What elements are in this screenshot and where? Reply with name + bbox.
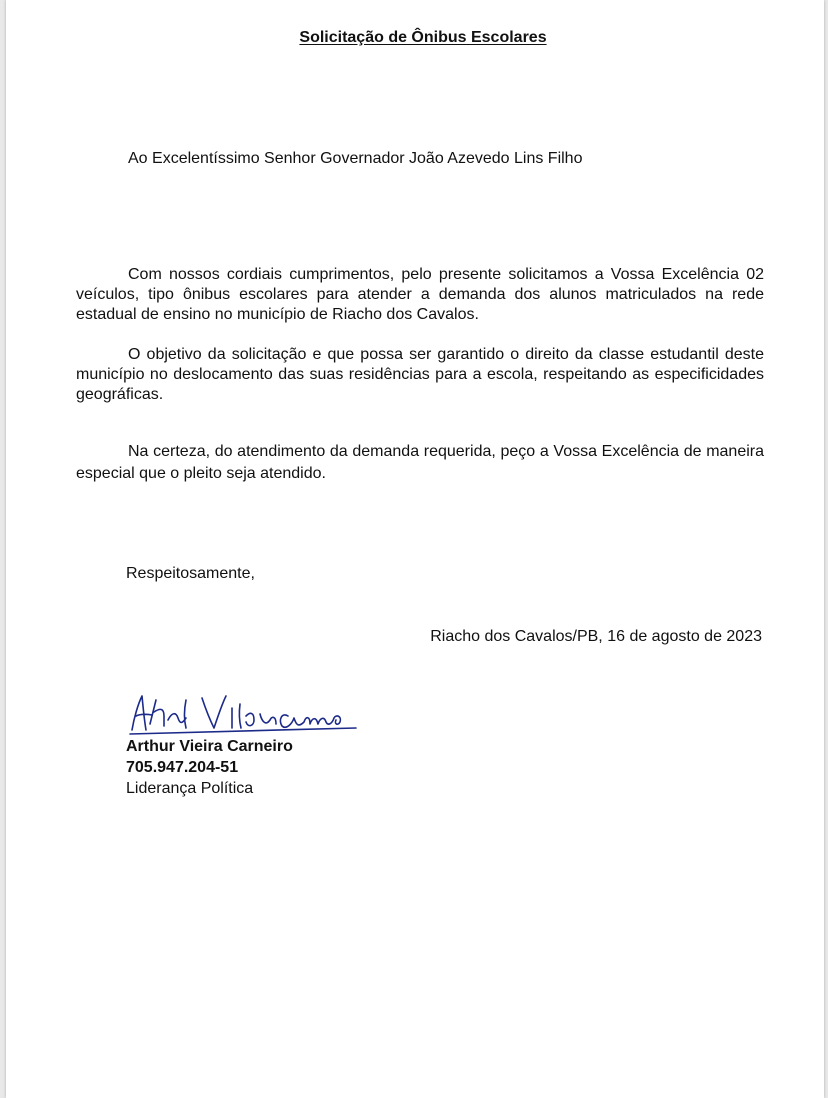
signatory-name: Arthur Vieira Carneiro xyxy=(126,738,293,755)
signatory-id-number: 705.947.204-51 xyxy=(126,759,239,776)
document-title: Solicitação de Ônibus Escolares xyxy=(299,29,547,46)
body-paragraph-1: Com nossos cordiais cumprimentos, pelo presente solicitamos a Vossa Excelência 02 veículos, tipo ônibus escolares para atender a demanda dos alunos matriculados na rede estadual de ensino no município de Riacho dos Cavalos. xyxy=(76,266,764,323)
handwritten-signature xyxy=(120,690,360,738)
place-and-date: Riacho dos Cavalos/PB, 16 de agosto de 2023 xyxy=(430,628,762,645)
addressee-line: Ao Excelentíssimo Senhor Governador João Azevedo Lins Filho xyxy=(128,150,583,167)
body-paragraph-3: Na certeza, do atendimento da demanda requerida, peço a Vossa Excelência de maneira especial que o pleito seja atendido. xyxy=(76,443,764,482)
signatory-block xyxy=(126,736,293,799)
signatory-role: Liderança Política xyxy=(126,780,254,797)
document-page xyxy=(6,0,824,1098)
body-paragraph-2: O objetivo da solicitação e que possa ser garantido o direito da classe estudantil deste município no deslocamento das suas residências para a escola, respeitando as especificidades geográficas. xyxy=(76,346,764,403)
closing-salutation: Respeitosamente, xyxy=(126,565,255,582)
